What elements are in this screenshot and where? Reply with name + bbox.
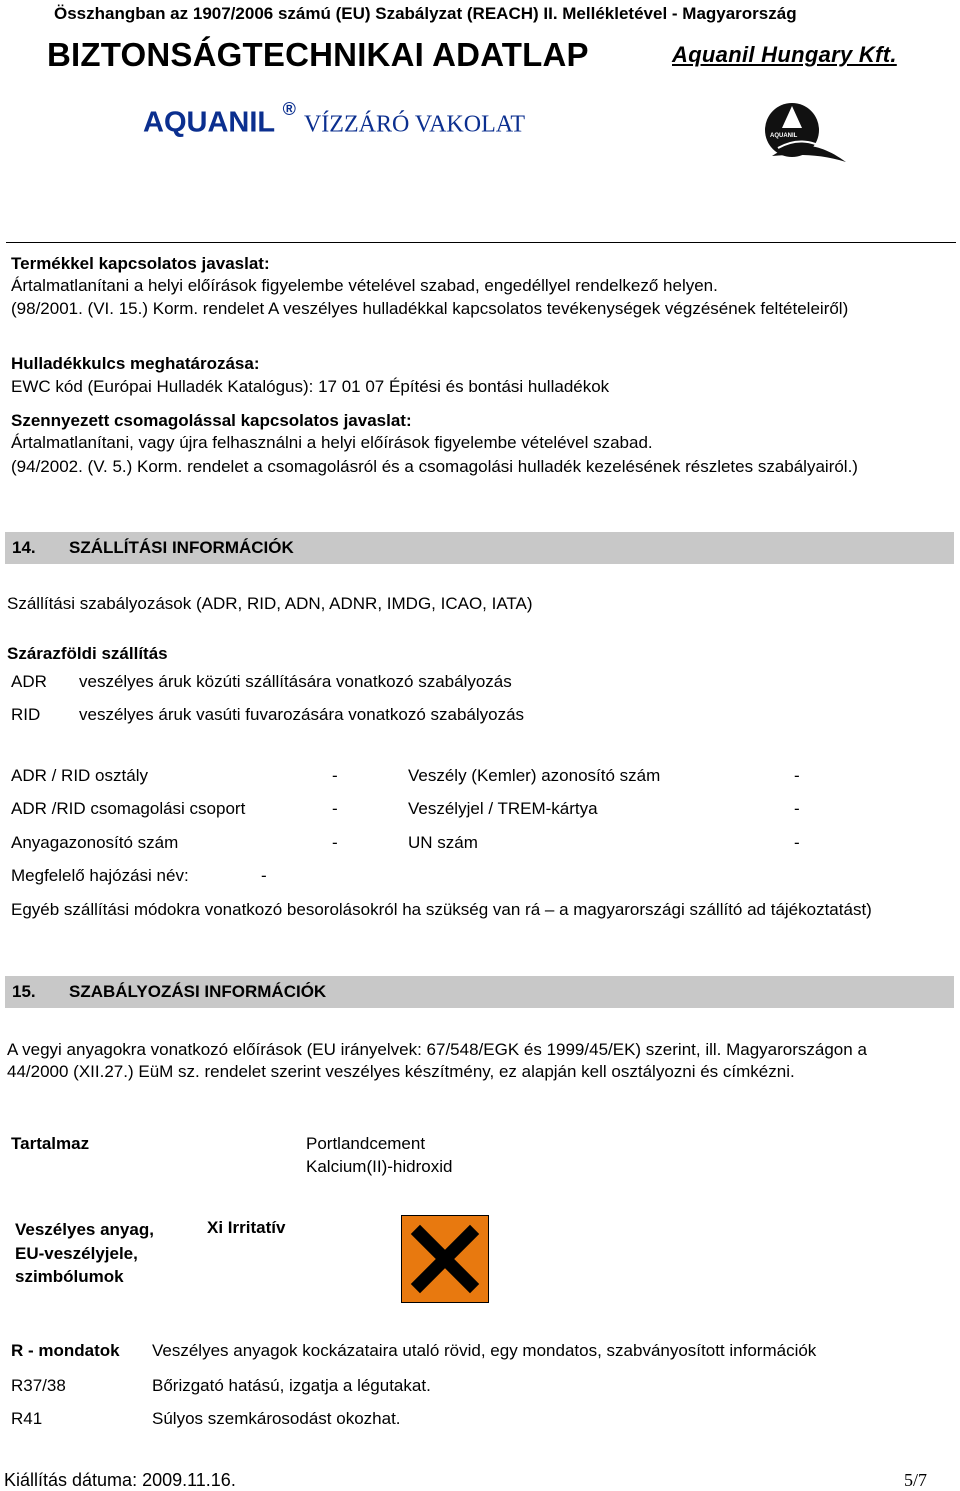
product-name: VÍZZÁRÓ VAKOLAT [303, 111, 526, 138]
packing-group-label: ADR /RID csomagolási csoport [11, 799, 246, 818]
trem-card-label: Veszélyjel / TREM-kártya [408, 799, 598, 818]
hazard-label-line: Veszélyes anyag, [15, 1220, 154, 1239]
section-15-header [5, 976, 954, 1008]
page-number: 5/7 [904, 1470, 928, 1490]
adr-description: veszélyes áruk közúti szállítására vonatkozó szabályozás [79, 672, 512, 691]
hazard-label-line: szimbólumok [15, 1267, 124, 1286]
contains-item: Kalcium(II)-hidroxid [306, 1157, 453, 1176]
section-14-number: 14. [12, 538, 36, 557]
section-15-title: SZABÁLYOZÁSI INFORMÁCIÓK [69, 982, 327, 1001]
product-title [143, 99, 526, 140]
kemler-value: - [794, 766, 800, 785]
packaging-heading: Szennyezett csomagolással kapcsolatos javaslat: [11, 411, 412, 430]
rid-description: veszélyes áruk vasúti fuvarozására vonatkozó szabályozás [79, 705, 525, 724]
logo-text: AQUANIL [770, 133, 798, 139]
section-14-title: SZÁLLÍTÁSI INFORMÁCIÓK [69, 538, 294, 557]
contains-item: Portlandcement [306, 1134, 426, 1153]
header-divider [6, 242, 956, 243]
product-waste-text: Ártalmatlanítani a helyi előírások figyelembe vételével szabad, engedéllyel rendelkező helyen. [11, 276, 718, 295]
trem-card-value: - [794, 799, 800, 818]
adr-rid-class-label: ADR / RID osztály [11, 766, 148, 785]
shipping-name-label: Megfelelő hajózási név: [11, 866, 189, 885]
packaging-regulation: (94/2002. (V. 5.) Korm. rendelet a csomagolásról és a csomagolási hulladék kezelésének részletes szabályairól.) [11, 457, 858, 476]
section-15-number: 15. [12, 982, 36, 1001]
hazard-label-line: EU-veszélyjele, [15, 1243, 138, 1263]
r-phrases-heading: R - mondatok [11, 1341, 120, 1360]
contains-label: Tartalmaz [11, 1134, 90, 1153]
adr-abbr: ADR [11, 672, 47, 691]
shipping-name-value: - [261, 866, 267, 885]
regulatory-intro: A vegyi anyagokra vonatkozó előírások (EU irányelvek: 67/548/EGK és 1999/45/EK) szerint, ill. Magyarországon a 44/2000 (XII.27.) EüM sz. rendelet szerint veszélyes készítmény, ez alapján kell osztályozni és címkézni. [7, 1040, 867, 1081]
section-14-header [5, 532, 954, 564]
hazard-label [15, 1218, 154, 1289]
land-transport-heading: Szárazföldi szállítás [7, 644, 168, 663]
product-waste-heading: Termékkel kapcsolatos javaslat: [11, 254, 270, 273]
r-phrase-text: Súlyos szemkárosodást okozhat. [152, 1409, 401, 1428]
hazard-value: Xi Irritatív [207, 1218, 286, 1237]
substance-id-label: Anyagazonosító szám [11, 833, 179, 852]
aquanil-logo [758, 92, 850, 172]
substance-id-value: - [332, 833, 338, 852]
regulation-header: Összhangban az 1907/2006 számú (EU) Szabályzat (REACH) II. Mellékletével - Magyarország [54, 4, 797, 23]
waste-code-heading: Hulladékkulcs meghatározása: [11, 354, 260, 373]
un-number-value: - [794, 833, 800, 852]
r-phrase-code: R37/38 [11, 1376, 66, 1395]
un-number-label: UN szám [408, 833, 478, 852]
registered-mark: ® [282, 99, 296, 119]
kemler-label: Veszély (Kemler) azonosító szám [408, 766, 661, 785]
r-phrases-description: Veszélyes anyagok kockázataira utaló rövid, egy mondatos, szabványosított információk [152, 1341, 817, 1360]
company-name: Aquanil Hungary Kft. [672, 42, 897, 67]
issue-date: Kiállítás dátuma: 2009.11.16. [4, 1470, 236, 1490]
other-transport-modes: Egyéb szállítási módokra vonatkozó besorolásokról ha szükség van rá – a magyarországi szállító ad tájékoztatást) [11, 900, 872, 919]
adr-rid-class-value: - [332, 766, 338, 785]
irritant-hazard-symbol-icon [401, 1215, 489, 1303]
product-waste-regulation: (98/2001. (VI. 15.) Korm. rendelet A veszélyes hulladékkal kapcsolatos tevékenységek végzésének feltételeiről) [11, 299, 849, 318]
x-cross-icon [402, 1216, 488, 1302]
packaging-text: Ártalmatlanítani, vagy újra felhasználni a helyi előírások figyelembe vételével szabad. [11, 433, 653, 452]
packing-group-value: - [332, 799, 338, 818]
document-title: BIZTONSÁGTECHNIKAI ADATLAP [47, 36, 589, 73]
transport-regulations: Szállítási szabályozások (ADR, RID, ADN, ADNR, IMDG, ICAO, IATA) [7, 594, 533, 613]
waste-code-text: EWC kód (Európai Hulladék Katalógus): 17 01 07 Építési és bontási hulladékok [11, 377, 610, 396]
r-phrase-code: R41 [11, 1409, 43, 1428]
product-brand: AQUANIL [143, 106, 275, 139]
rid-abbr: RID [11, 705, 41, 724]
logo-emblem-icon [758, 92, 850, 172]
r-phrase-text: Bőrizgató hatású, izgatja a légutakat. [152, 1376, 431, 1395]
